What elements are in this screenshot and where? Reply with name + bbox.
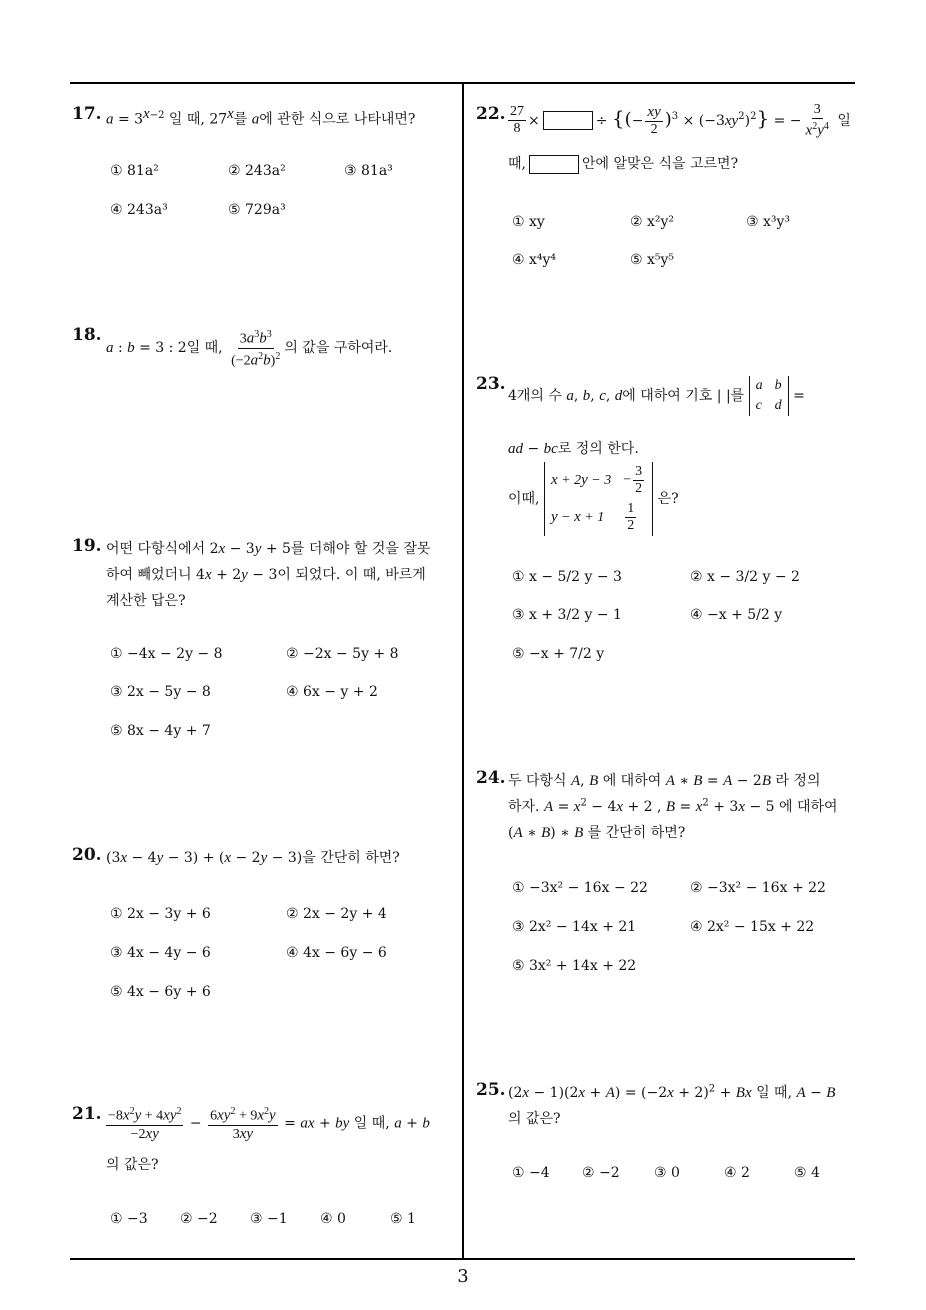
question-stem-line-1: 4개의 수 a, b, c, d에 대하여 기호 | |를 a b c d = xyxy=(508,376,805,416)
option-2[interactable]: ② x²y² xyxy=(630,214,675,230)
question-number: 24. xyxy=(476,768,506,788)
question-stem-line-1: $(2x - 1)(2x + A) = (-2x + 2)^2 + Bx$ 일 때, A − B xyxy=(508,1083,836,1101)
option-3[interactable]: ③ 81a³ xyxy=(344,163,393,179)
question-stem-line-2: 때, 안에 알맞은 식을 고르면? xyxy=(508,156,739,172)
option-1[interactable]: ① −4x − 2y − 8 xyxy=(110,646,223,662)
option-2[interactable]: ② −2 xyxy=(582,1165,620,1181)
option-3[interactable]: ③ 0 xyxy=(654,1165,680,1181)
option-5[interactable]: ⑤ −x + 7/2 y xyxy=(512,646,605,662)
question-stem: $\frac{27}{8}$ × ÷ {(− $\frac{xy}{2}$ )$^3 \times (-3xy^2)^2$} = − $\frac{3}{x^2y^4}$ 일 xyxy=(510,102,851,139)
option-3[interactable]: ③ 2x − 5y − 8 xyxy=(110,684,211,700)
option-2[interactable]: ② 2x − 2y + 4 xyxy=(286,906,387,922)
option-2[interactable]: ② x − 3/2 y − 2 xyxy=(690,569,800,585)
option-1[interactable]: ① x − 5/2 y − 3 xyxy=(512,569,622,585)
question-stem-line-3: (A ∗ B) ∗ B 를 간단히 하면? xyxy=(508,825,686,841)
question-number: 25. xyxy=(476,1080,506,1100)
option-2[interactable]: ② −2x − 5y + 8 xyxy=(286,646,399,662)
option-5[interactable]: ⑤ 3x² + 14x + 22 xyxy=(512,958,637,974)
option-1[interactable]: ① −4 xyxy=(512,1165,550,1181)
question-stem: $\frac{-8x^2y + 4xy^2}{-2xy}$ − $\frac{6xy^2 + 9x^2y}{3xy}$ = ax + by 일 때, a + b xyxy=(108,1106,430,1142)
question-stem-line-2: ad − bc로 정의 한다. xyxy=(508,441,639,457)
option-4[interactable]: ④ 2x² − 15x + 22 xyxy=(690,919,815,935)
option-3[interactable]: ③ x³y³ xyxy=(746,214,791,230)
question-stem: (3x − 4y − 3) + (x − 2y − 3)을 간단히 하면? xyxy=(106,850,400,866)
option-3[interactable]: ③ 2x² − 14x + 21 xyxy=(512,919,637,935)
bottom-rule xyxy=(70,1258,855,1260)
question-stem-line-3: 이때, x + 2y − 3 − $\frac{3}{2}$ y − x + 1 $\frac{1}{2}$ 은? xyxy=(508,462,679,536)
question-stem-line-2: 의 값은? xyxy=(106,1157,159,1173)
answer-box xyxy=(529,155,579,174)
option-5[interactable]: ⑤ 1 xyxy=(390,1211,416,1227)
option-5[interactable]: ⑤ 8x − 4y + 7 xyxy=(110,723,211,739)
option-1[interactable]: ① −3 xyxy=(110,1211,148,1227)
answer-box xyxy=(543,111,593,130)
question-number: 20. xyxy=(72,845,102,865)
question-stem: $a = 3^{x-2}$ 일 때, 27$^x$를 a에 관한 식으로 나타내면? xyxy=(106,106,416,128)
option-1[interactable]: ① −3x² − 16x − 22 xyxy=(512,880,648,896)
question-stem: a : b = 3 : 2일 때, $\frac{3a^3b^3}{(-2a^2b)^2}$ 의 값을 구하여라. xyxy=(106,329,393,369)
question-number: 21. xyxy=(72,1104,102,1124)
option-1[interactable]: ① 81a² xyxy=(110,163,159,179)
option-2[interactable]: ② −3x² − 16x + 22 xyxy=(690,880,826,896)
option-1[interactable]: ① 2x − 3y + 6 xyxy=(110,906,211,922)
option-4[interactable]: ④ x⁴y⁴ xyxy=(512,252,557,268)
question-stem-line-2: 의 값은? xyxy=(508,1111,561,1127)
option-3[interactable]: ③ −1 xyxy=(250,1211,288,1227)
option-5[interactable]: ⑤ 729a³ xyxy=(228,202,286,218)
question-stem-line-3: 계산한 답은? xyxy=(106,593,186,609)
question-number: 22. xyxy=(476,104,506,124)
option-4[interactable]: ④ −x + 5/2 y xyxy=(690,607,783,623)
option-4[interactable]: ④ 6x − y + 2 xyxy=(286,684,378,700)
question-stem-line-1: 어떤 다항식에서 2x − 3y + 5를 더해야 할 것을 잘못 xyxy=(106,541,431,557)
option-4[interactable]: ④ 2 xyxy=(724,1165,750,1181)
question-number: 23. xyxy=(476,374,506,394)
option-1[interactable]: ① xy xyxy=(512,214,545,230)
question-number: 17. xyxy=(72,104,102,124)
option-4[interactable]: ④ 0 xyxy=(320,1211,346,1227)
question-stem-line-2: 하여 빼었더니 4x + 2y − 3이 되었다. 이 때, 바르게 xyxy=(106,567,426,583)
option-3[interactable]: ③ x + 3/2 y − 1 xyxy=(512,607,622,623)
option-5[interactable]: ⑤ 4x − 6y + 6 xyxy=(110,984,211,1000)
option-3[interactable]: ③ 4x − 4y − 6 xyxy=(110,945,211,961)
option-2[interactable]: ② −2 xyxy=(180,1211,218,1227)
question-number: 18. xyxy=(72,325,102,345)
option-4[interactable]: ④ 243a³ xyxy=(110,202,168,218)
column-divider xyxy=(462,82,464,1260)
option-5[interactable]: ⑤ 4 xyxy=(794,1165,820,1181)
question-stem-line-1: 두 다항식 A, B 에 대하여 A ∗ B = A − 2B 라 정의 xyxy=(508,773,821,789)
page-number: 3 xyxy=(457,1266,469,1287)
option-5[interactable]: ⑤ x⁵y⁵ xyxy=(630,252,675,268)
question-number: 19. xyxy=(72,536,102,556)
option-2[interactable]: ② 243a² xyxy=(228,163,286,179)
question-stem-line-2: 하자. $A = x^2 - 4x + 2$ , $B = x^2 + 3x - 5$ 에 대하여 xyxy=(508,797,838,815)
option-4[interactable]: ④ 4x − 6y − 6 xyxy=(286,945,387,961)
